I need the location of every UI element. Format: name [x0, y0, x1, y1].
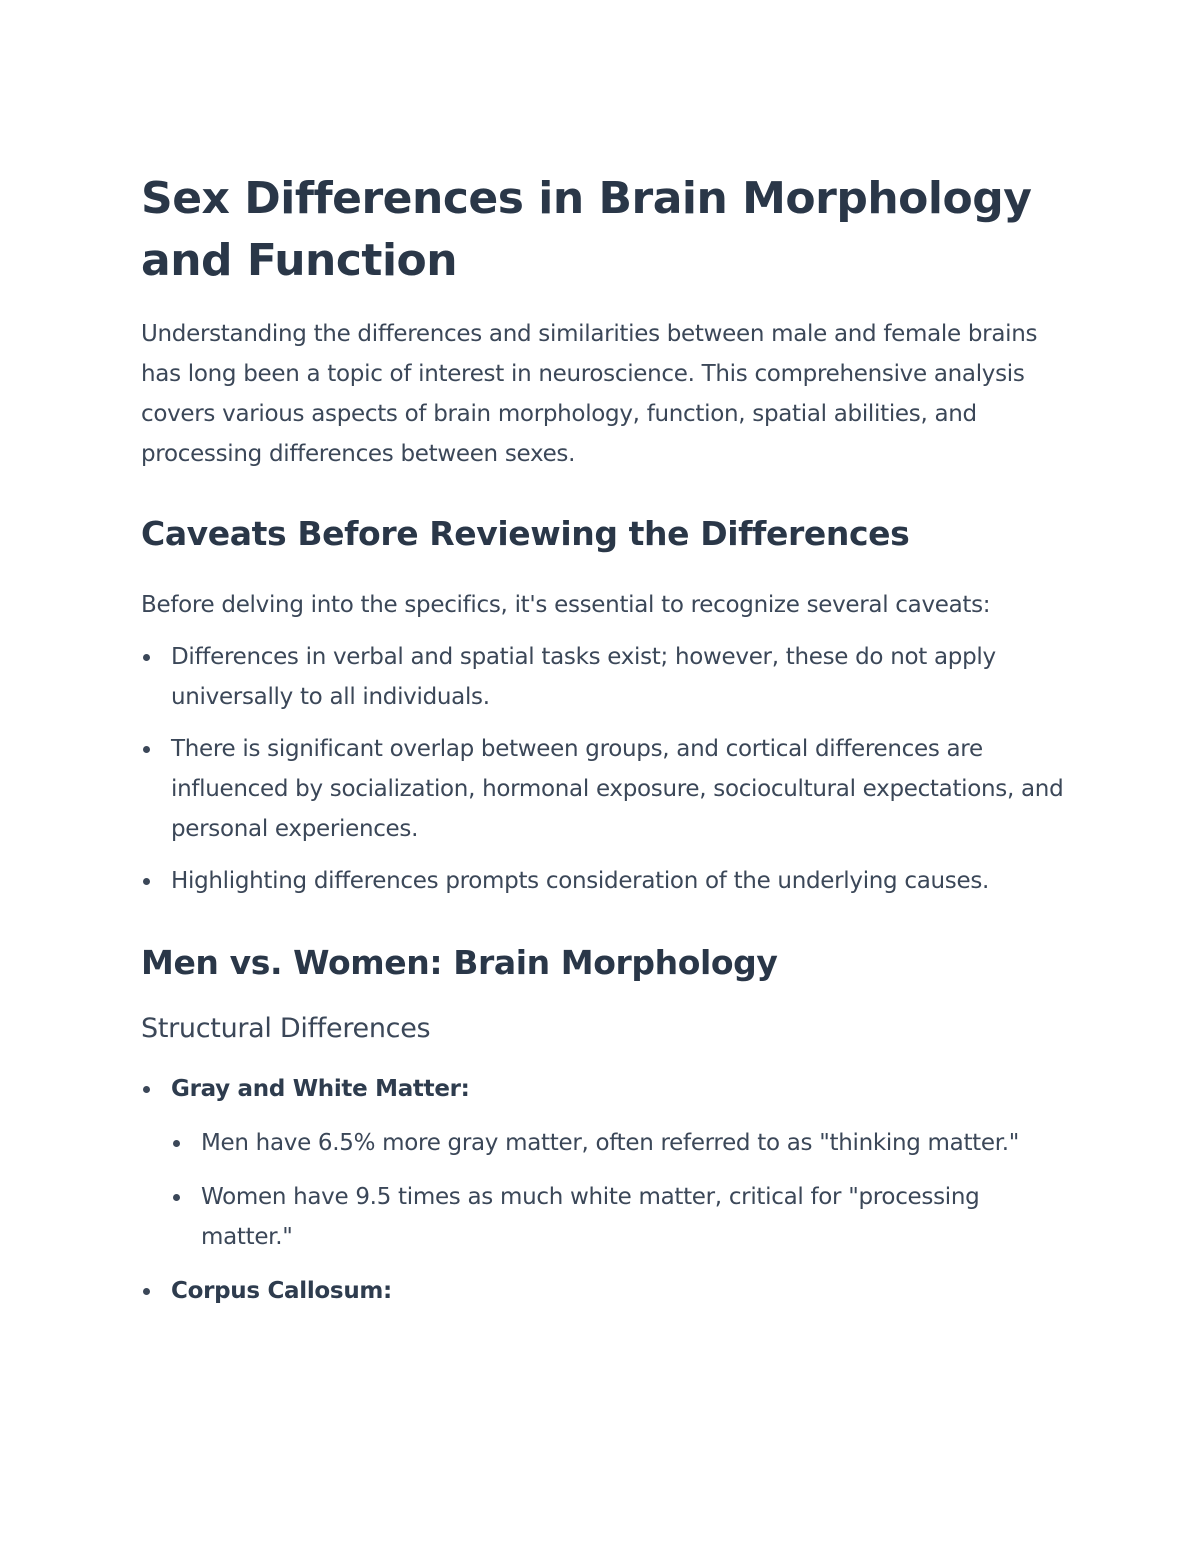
intro-paragraph: Understanding the differences and similarities between male and female brains has long been a topic of interest in neuroscience. This comprehensive analysis covers various aspects of brain morphology, function, spatial abilities, and processing differences between sexes. — [141, 321, 1038, 467]
item-title-corpus-callosum: Corpus Callosum: — [171, 1278, 392, 1304]
list-item — [141, 1069, 1066, 1257]
caveat-text: Differences in verbal and spatial tasks exist; however, these do not apply universally to all individuals. — [171, 644, 996, 710]
list-item — [141, 637, 1066, 717]
bullet-icon — [143, 746, 150, 753]
sub-list-item — [171, 1177, 1066, 1257]
item-title-gray-white-matter: Gray and White Matter: — [171, 1076, 470, 1102]
bullet-icon — [173, 1194, 180, 1201]
caveat-text: Highlighting differences prompts consideration of the underlying causes. — [171, 868, 990, 894]
morphology-heading: Men vs. Women: Brain Morphology — [141, 943, 778, 982]
bullet-icon — [143, 1288, 150, 1295]
sub-item-text: Men have 6.5% more gray matter, often referred to as "thinking matter." — [201, 1130, 1020, 1156]
caveat-text: There is significant overlap between groups, and cortical differences are influenced by socialization, hormonal exposure, sociocultural expectations, and personal experiences. — [171, 736, 1064, 842]
bullet-icon — [143, 654, 150, 661]
list-item — [141, 1271, 1066, 1311]
structural-subheading: Structural Differences — [141, 1013, 431, 1044]
structural-list — [141, 1069, 1066, 1311]
list-item — [141, 729, 1066, 849]
document-title: Sex Differences in Brain Morphology and Function — [141, 173, 1032, 286]
bullet-icon — [143, 1086, 150, 1093]
bullet-icon — [173, 1140, 180, 1147]
document-page — [141, 168, 1066, 1325]
caveats-list — [141, 637, 1066, 901]
sub-list-item — [171, 1123, 1066, 1163]
caveats-lead: Before delving into the specifics, it's essential to recognize several caveats: — [141, 592, 991, 618]
sub-item-text: Women have 9.5 times as much white matter, critical for "processing matter." — [201, 1184, 980, 1250]
bullet-icon — [143, 878, 150, 885]
list-item — [141, 861, 1066, 901]
sub-list — [171, 1123, 1066, 1257]
caveats-heading: Caveats Before Reviewing the Differences — [141, 514, 910, 553]
